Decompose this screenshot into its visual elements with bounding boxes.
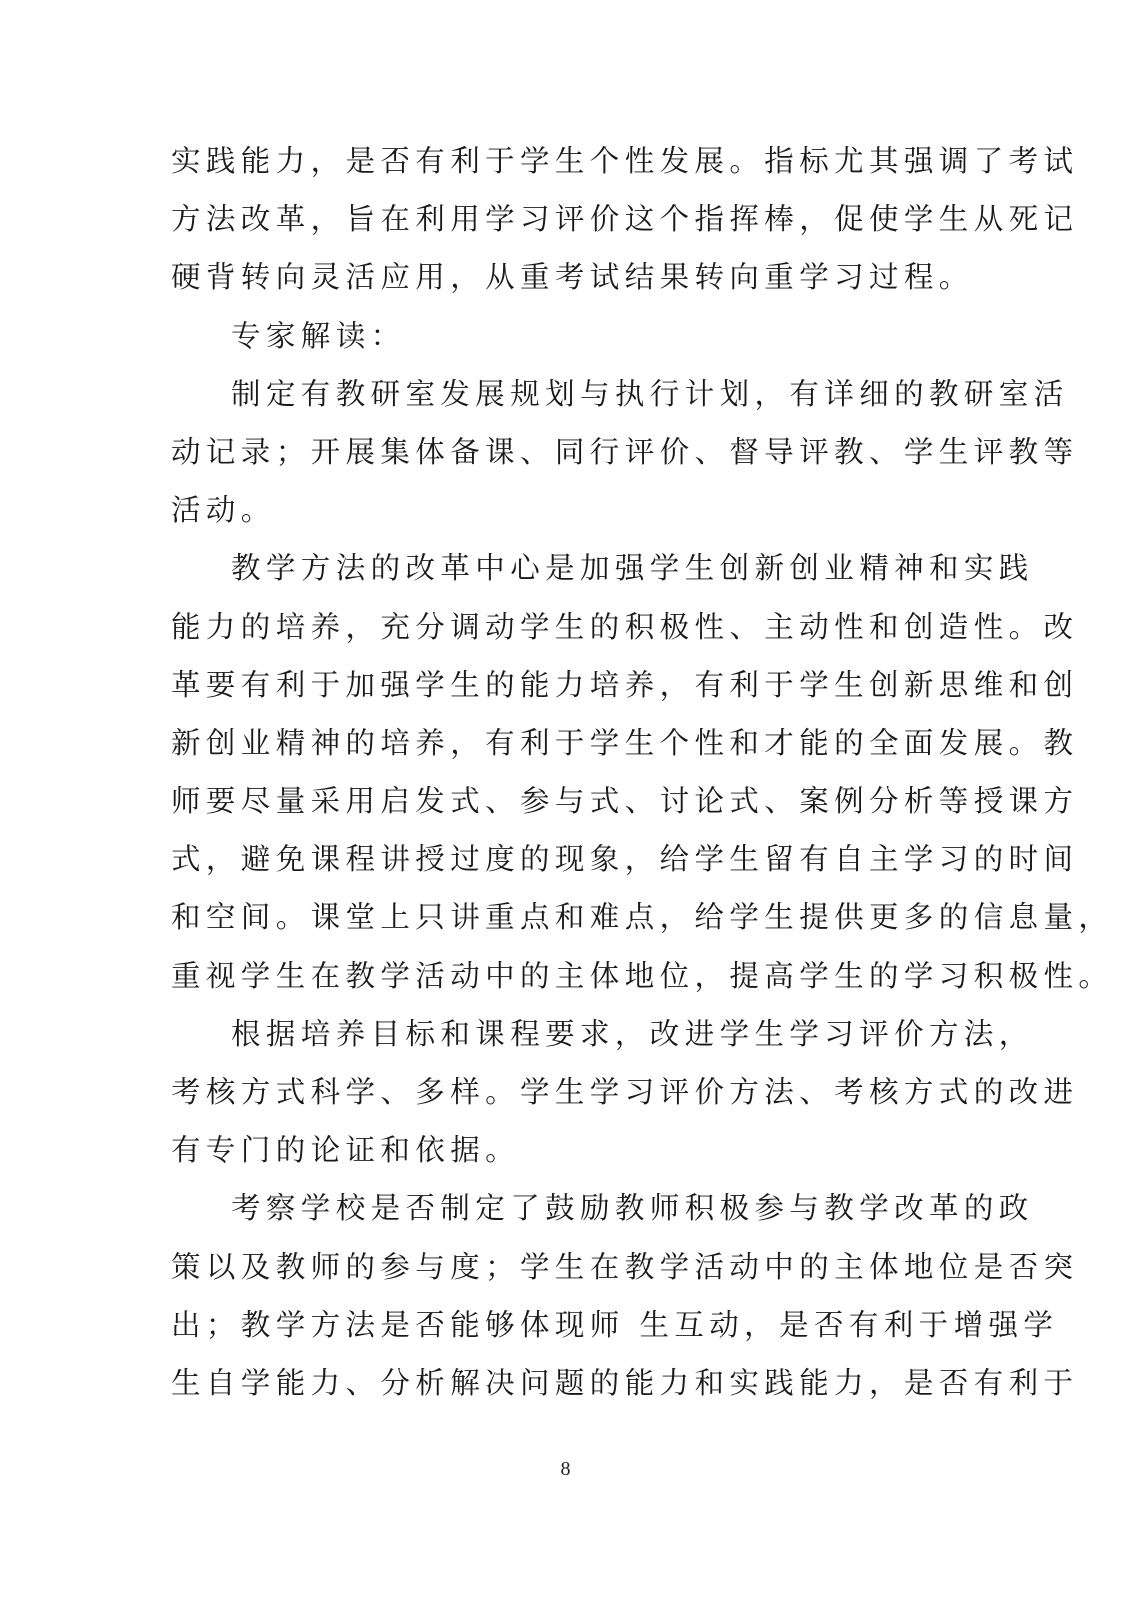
- paragraph-line: 有专门的论证和依据。: [171, 1133, 521, 1168]
- paragraph-line: 式，避免课程讲授过度的现象，给学生留有自主学习的时间: [171, 842, 1079, 877]
- paragraph: [171, 132, 1079, 307]
- paragraph-line: 活动。: [171, 493, 276, 528]
- page-number: 8: [560, 1458, 571, 1480]
- paragraph-line: 革要有利于加强学生的能力培养，有利于学生创新思维和创: [171, 667, 1079, 702]
- paragraph-line: 硬背转向灵活应用，从重考试结果转向重学习过程。: [171, 260, 974, 295]
- paragraph-line: 重视学生在教学活动中的主体地位，提高学生的学习积极性。: [171, 958, 1114, 993]
- paragraph-line: 考核方式科学、多样。学生学习评价方法、考核方式的改进: [171, 1075, 1079, 1109]
- paragraph: [171, 1005, 1079, 1180]
- paragraph: [171, 365, 1079, 540]
- paragraph: [171, 539, 1114, 1005]
- paragraph: [171, 307, 946, 365]
- paragraph-line: 根据培养目标和课程要求，改进学生学习评价方法，: [231, 1016, 1034, 1051]
- paragraph-line: 动记录；开展集体备课、同行评价、督导评教、学生评教等: [171, 434, 1079, 469]
- paragraph-line: 出；教学方法是否能够体现师 生互动，是否有利于增强学: [171, 1307, 1059, 1342]
- paragraph-line: 能力的培养，充分调动学生的积极性、主动性和创造性。改: [171, 609, 1079, 644]
- paragraph-line: 和空间。课堂上只讲重点和难点，给学生提供更多的信息量，: [171, 900, 1114, 935]
- paragraph-line: 方法改革，旨在利用学习评价这个指挥棒，促使学生从死记: [171, 202, 1079, 237]
- paragraph-line: 专家解读：: [231, 318, 406, 353]
- paragraph-line: 教学方法的改革中心是加强学生创新创业精神和实践: [231, 551, 1034, 586]
- paragraph-line: 策以及教师的参与度；学生在教学活动中的主体地位是否突: [171, 1249, 1079, 1284]
- document-body: [171, 132, 1114, 1412]
- paragraph-line: 制定有教研室发展规划与执行计划，有详细的教研室活: [231, 376, 1069, 411]
- paragraph-line: 师要尽量采用启发式、参与式、讨论式、案例分析等授课方: [171, 784, 1079, 819]
- paragraph: [171, 1179, 1079, 1412]
- paragraph-line: 考察学校是否制定了鼓励教师积极参与教学改革的政: [231, 1191, 1034, 1226]
- paragraph-line: 生自学能力、分析解决问题的能力和实践能力，是否有利于: [171, 1365, 1079, 1400]
- paragraph-line: 新创业精神的培养，有利于学生个性和才能的全面发展。教: [171, 725, 1079, 760]
- paragraph-line: 实践能力，是否有利于学生个性发展。指标尤其强调了考试: [171, 144, 1079, 178]
